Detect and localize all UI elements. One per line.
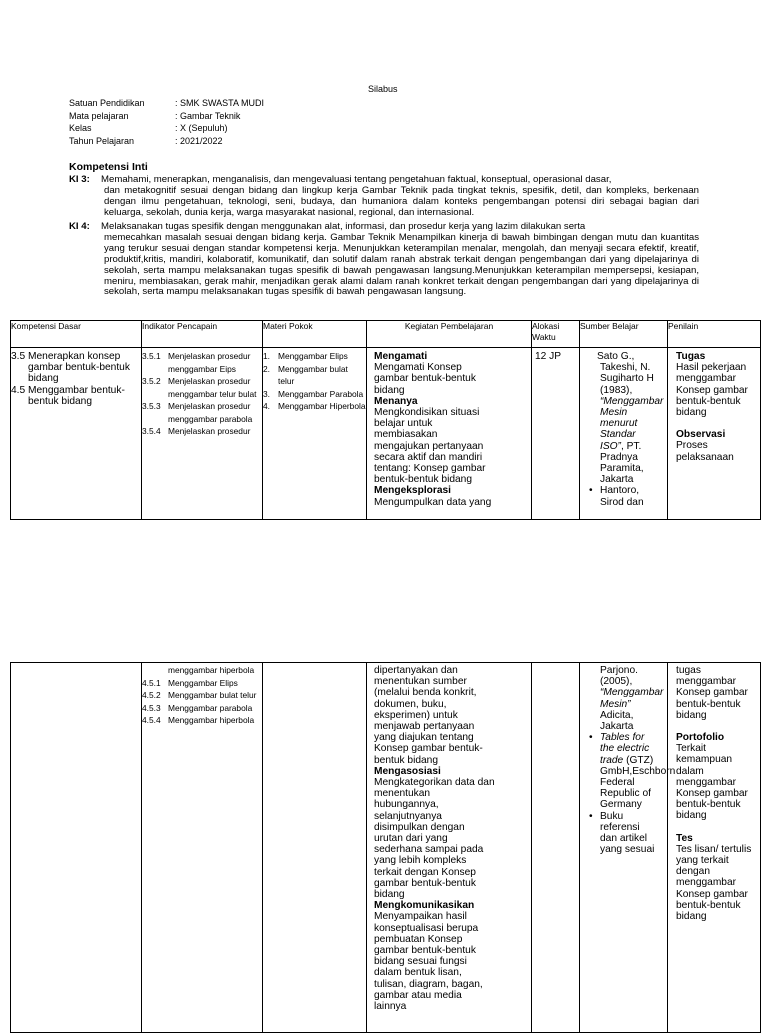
materi-item: 2. Menggambar bulat telur [263, 363, 348, 386]
meta-label: Kelas [69, 123, 92, 133]
header-sumber: Sumber Belajar [580, 321, 668, 348]
indikator-item: 3.5.1 Menjelaskan prosedur menggambar Eips [142, 351, 251, 374]
table-header-row [11, 321, 761, 348]
ki3-paragraph [69, 175, 699, 219]
ki4-first-line: Melaksanakan tugas spesifik dengan menggunakan alat, informasi, dan prosedur kerja yang lazim dilakukan serta [101, 221, 586, 232]
header-kegiatan: Kegiatan Pembelajaran [367, 321, 532, 348]
meta-value: : 2021/2022 [175, 135, 223, 146]
alokasi-cell [532, 663, 580, 1033]
alokasi-value: 12 JP [535, 351, 562, 362]
indikator-item: 3.5.3 Menjelaskan prosedur menggambar parabola [142, 401, 253, 424]
penilain-text: Hasil pekerjaan menggambar Konsep gambar bentuk-bentuk bidang [676, 362, 748, 419]
page-title: Silabus [368, 84, 398, 94]
materi-item: 4. Menggambar Hiperbola [263, 401, 366, 411]
ki4-paragraph [69, 222, 699, 298]
materi-cell [263, 348, 367, 520]
sumber-item: • Buku referensi dan artikel yang sesuai [588, 811, 655, 856]
syllabus-table-page1 [10, 320, 761, 520]
header-kompetensi-dasar: Kompetensi Dasar [11, 321, 142, 348]
kegiatan-text: Mengkategorikan data dan menentukan hubungannya, selanjutnyanya disimpulkan dengan urutan dari yang sederhana sampai pada yang lebih kompleks terkait dengan Konsep gambar bentuk-bentuk bidang [374, 777, 495, 901]
sumber-item: • Hantoro, Sirod dan [588, 485, 655, 507]
ki-heading: Kompetensi Inti [69, 161, 148, 173]
indikator-item: 3.5.4 Menjelaskan prosedur [142, 426, 251, 436]
indikator-item: 3.5.2 Menjelaskan prosedur menggambar telur bulat [142, 376, 257, 399]
kegiatan-text: Mengkondisikan situasi belajar untuk membiasakan mengajukan pertanyaan secara aktif dan mandiri tentang: Konsep gambar bentuk-bentuk bidang [374, 407, 486, 486]
kd-cell [11, 663, 142, 1033]
meta-label: Tahun Pelajaran [69, 135, 135, 146]
penilain-heading: Tes [676, 832, 693, 844]
penilain-text: tugas menggambar Konsep gambar bentuk-bentuk bidang [676, 665, 748, 721]
penilain-heading: Observasi [676, 429, 726, 441]
meta-value: : SMK SWASTA MUDI [175, 98, 265, 108]
indikator-item: 4.5.1 Menggambar Elips [142, 677, 238, 688]
header-indikator: Indikator Pencapain [142, 321, 263, 348]
indikator-item: 4.5.2 Menggambar bulat telur [142, 690, 257, 700]
ki3-label: KI 3: [69, 174, 90, 185]
meta-row-subject [69, 110, 264, 123]
sumber-item: • Tables for the electric trade (GTZ) GmbH,Eschborn Federal Republic of Germany [588, 732, 655, 810]
kd-item: 3.5 Menerapkan konsep gambar bentuk-bentuk bidang [11, 351, 130, 385]
penilain-cell [668, 348, 761, 520]
indikator-item: 4.5.4 Menggambar hiperbola [142, 715, 255, 725]
meta-row-school [69, 97, 264, 110]
identity-block [69, 97, 264, 147]
meta-row-class [69, 122, 264, 135]
kegiatan-text: dipertanyakan dan menentukan sumber (melalui benda konkrit, dokumen, buku, eksperimen) untuk menjawab pertanyaan yang diajukan tentang Konsep gambar bentuk-bentuk bidang [374, 665, 483, 766]
meta-value: : Gambar Teknik [175, 110, 241, 121]
table-row [11, 348, 761, 520]
kd-cell [11, 348, 142, 520]
header-alokasi: Alokasi Waktu [532, 321, 580, 348]
ki3-text: dan metakognitif sesuai dengan bidang dan lingkup kerja Gambar Teknik pada tingkat teknis, spesifik, detil, dan kompleks, berkenaan dengan ilmu pengetahuan, teknologi, seni, budaya, dan humaniora dalam konteks pengembangan potensi diri sebagai bagian dari keluarga, sekolah, dunia kerja, warga masyarakat nasional, regional, dan internasional. [104, 184, 699, 218]
meta-value: : X (Sepuluh) [175, 123, 228, 133]
meta-label: Mata pelajaran [69, 110, 129, 121]
indikator-item: 4.5.3 Menggambar parabola [142, 702, 253, 713]
kegiatan-heading: Mengeksplorasi [374, 485, 451, 497]
penilain-heading: Tugas [676, 351, 706, 362]
materi-cell [263, 663, 367, 1033]
materi-item: 1. Menggambar Elips [263, 351, 348, 361]
penilain-heading: Portofolio [676, 732, 725, 744]
indikator-cell [142, 348, 263, 520]
penilain-text: Terkait kemampuan dalam menggambar Konsep gambar bentuk-bentuk bidang [676, 743, 748, 822]
table-row [11, 663, 761, 1033]
kegiatan-heading: Menanya [374, 395, 418, 407]
ki4-text: memecahkan masalah sesuai dengan bidang kerja. Gambar Teknik Menampilkan kinerja di bawah bimbingan dengan mutu dan kuantitas yang terukur sesuai dengan standar kompetensi kerja. Menunjukkan keterampilan menalar, mengolah, dan menyaji secara efektif, kreatif, produktif,kritis, mandiri, kolaboratif, komunikatif, dan solutif dalam ranah abstrak terkait dengan pengembangan dari yang dipelajarinya di sekolah, serta mampu melaksanakan tugas spesifik di bawah pengawasan langsung.Menunjukkan keterampilan mempersepsi, kesiapan, meniru, membiasakan, gerak mahir, menjadikan gerak alami dalam ranah konkret terkait dengan pengembangan dari yang dipelajarinya di sekolah, serta mampu melaksanakan tugas spesifik di bawah pengawasan langsung. [104, 231, 699, 298]
kd-item: 4.5 Menggambar bentuk-bentuk bidang [11, 384, 125, 407]
kegiatan-heading: Mengasosiasi [374, 765, 441, 777]
kegiatan-text: Mengumpulkan data yang [374, 496, 492, 508]
syllabus-table-page2 [10, 662, 761, 1033]
sumber-cell [580, 663, 676, 1033]
kegiatan-heading: Mengkomunikasikan [374, 900, 475, 912]
kegiatan-text: Menyampaikan hasil konseptualisasi berupa pembuatan Konsep gambar bentuk-bentuk bidang sesuai fungsi dalam bentuk lisan, tulisan, diagram, bagan, gambar atau media lainnya [374, 911, 483, 1013]
ki3-first-line: Memahami, menerapkan, menganalisis, dan mengevaluasi tentang pengetahuan faktual, konseptual, operasional dasar, [101, 174, 612, 185]
materi-item: 3. Menggambar Parabola [263, 388, 364, 399]
kegiatan-heading: Mengamati [374, 351, 428, 362]
penilain-text: Tes lisan/ tertulis yang terkait dengan menggambar Konsep gambar bentuk-bentuk bidang [676, 843, 752, 923]
sumber-cell [580, 348, 668, 520]
meta-row-year [69, 135, 264, 148]
penilain-text: Proses pelaksanaan [676, 440, 734, 463]
sumber-item: Parjono. (2005), “Menggambar Mesin” Adicita, Jakarta [600, 665, 664, 733]
penilain-cell [668, 663, 761, 1033]
header-materi-pokok: Materi Pokok [263, 321, 367, 348]
alokasi-cell [532, 348, 580, 520]
ki4-label: KI 4: [69, 221, 90, 232]
header-penilain: Penilain [668, 321, 761, 348]
meta-label: Satuan Pendidikan [69, 98, 145, 108]
indikator-cell [142, 663, 263, 1033]
kegiatan-text: Mengamati Konsep gambar bentuk-bentuk bidang [374, 362, 476, 396]
kegiatan-cell [367, 348, 532, 520]
indikator-continued: menggambar hiperbola [168, 665, 255, 675]
kegiatan-cell [367, 663, 532, 1033]
sumber-item: Sato G., Takeshi, N. Sugiharto H (1983), “Menggambar Mesin menurut Standar ISO”, PT. Pradnya Paramita, Jakarta [597, 351, 664, 486]
